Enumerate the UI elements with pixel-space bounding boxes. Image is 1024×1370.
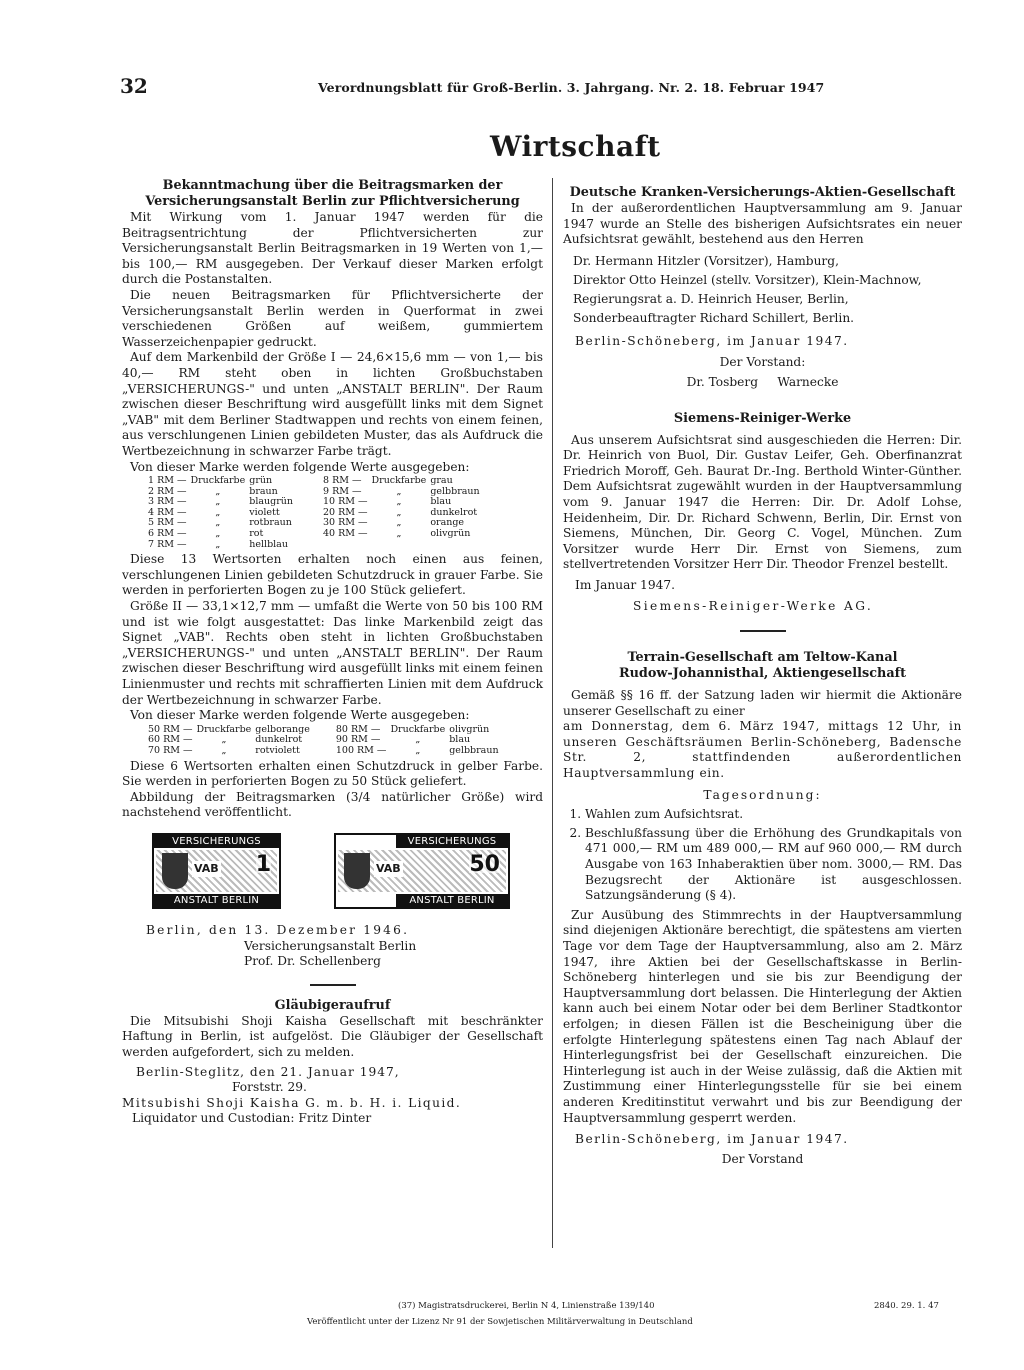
list-item: Sonderbeauftragter Richard Schillert, Berlin.	[573, 310, 855, 325]
meeting-date: am Donnerstag, dem 6. März 1947, mittags 12 Uhr, in unseren Geschäftsräumen Berlin-Schöneberg, Badensche Str. 2, stattfindenden außerordentlichen Hauptversammlung ein.	[563, 719, 962, 781]
stamp-size-2	[334, 833, 510, 909]
list-item: Direktor Otto Heinzel (stellv. Vorsitzer), Klein-Machnow,	[573, 272, 922, 287]
list-item: Regierungsrat a. D. Heinrich Heuser, Berlin,	[573, 291, 849, 306]
table-row: 1 RM — Druckfarbe grün 8 RM — Druckfarbe grau	[148, 475, 453, 487]
stamp-illustrations	[122, 833, 543, 923]
table-row: 7 RM — „ hellblau	[148, 538, 288, 550]
license-line: Veröffentlicht unter der Lizenz Nr 91 der Sowjetischen Militärverwaltung in Deutschland	[307, 1317, 693, 1327]
paragraph: Aus unserem Aufsichtsrat sind ausgeschieden die Herren: Dir. Dr. Heinrich von Buol, Dir. Gustav Leifer, Geh. Oberfinanzrat Friedrich Moroff, Geh. Baurat Dr.-Ing. Berthold Winter-Günther. Dem Aufsichtsrat zugewählt wurden in der Hauptversammlung vom 9. Januar 1947 die Herren: Dir. Dr. Adolf Lohse, Heidenheim, Dir. Dr. Richard Schwenn, Berlin, Dir. Ernst von Siemens, München, Dir. Georg C. Vogel, München. Zum Vorsitzer wurde Herr Dir. Ernst von Siemens, zum stellvertretenden Vorsitzer Herr Dir. Theodor Frenzel bestellt.	[563, 432, 962, 572]
values-table-size1	[148, 476, 484, 550]
section-title: Wirtschaft	[490, 130, 661, 163]
beitrag-notice	[122, 178, 543, 970]
stamp-bottom-text: ANSTALT BERLIN	[154, 894, 279, 907]
paragraph: Auf dem Markenbild der Größe I — 24,6×15,6 mm — von 1,— bis 40,— RM steht oben in lichten Großbuchstaben „VERSICHERUNGS-" und unten „ANSTALT BERLIN". Der Raum zwischen dieser Beschriftung wird ausgefüllt links mit dem Signet „VAB" mit dem Berliner Stadtwappen und rechts von einem feinen, aus verschlungenen Linien gebildeten Muster, das als Aufdruck die Wertbezeichnung in schwarzer Farbe trägt.	[122, 350, 543, 458]
terrain-heading: Terrain-Gesellschaft am Teltow-Kanal	[627, 650, 898, 666]
terrain-subheading: Rudow-Johannisthal, Aktiengesellschaft	[618, 666, 907, 682]
paragraph: In der außerordentlichen Hauptversammlung am 9. Januar 1947 wurde an Stelle des bisherigen Aufsichtsrates ein neuer Aufsichtsrat gewählt, bestehend aus den Herren	[563, 201, 962, 247]
separator-rule	[740, 630, 786, 632]
right-column	[563, 185, 962, 1167]
liquidator: Liquidator und Custodian: Fritz Dinter	[132, 1111, 372, 1126]
siemens-heading: Siemens-Reiniger-Werke	[673, 410, 852, 426]
table-row: 4 RM — „ violett 20 RM — „ dunkelrot	[148, 506, 478, 518]
left-column	[122, 178, 543, 1127]
place-date: Berlin-Schöneberg, im Januar 1947.	[575, 333, 849, 348]
list-item: 2. Beschlußfassung über die Erhöhung des Grundkapitals von 471 000,— RM um 489 000,— RM auf 960 000,— RM durch Ausgabe von 163 Inhaberaktien über nom. 3000,— RM. Das Bezugsrecht der Aktionäre ist ausgeschlossen. Satzungsänderung (§ 4).	[585, 826, 962, 904]
beitrag-heading: Bekanntmachung über die Beitragsmarken der Versicherungsanstalt Berlin zur Pflichtversicherung	[145, 178, 520, 209]
page-number: 32	[120, 74, 148, 98]
agenda-list	[563, 807, 962, 904]
glaeubiger-notice	[122, 998, 543, 1127]
signature-institution: Versicherungsanstalt Berlin	[244, 938, 417, 953]
print-code: 2840. 29. 1. 47	[874, 1301, 939, 1311]
stamp-value: 50	[469, 851, 500, 877]
board-label: Der Vorstand	[721, 1151, 804, 1166]
member-list	[573, 252, 962, 328]
stamp-top-text: VERSICHERUNGS	[154, 835, 279, 848]
column-divider	[552, 178, 553, 1248]
place-date: Berlin-Steglitz, den 21. Januar 1947,	[136, 1064, 400, 1079]
table-row: 6 RM — „ rot 40 RM — „ olivgrün	[148, 528, 471, 540]
stamp-value: 1	[255, 851, 271, 877]
stamp-signet: VAB	[194, 861, 219, 875]
company-name: Mitsubishi Shoji Kaisha G. m. b. H. i. Liquid.	[122, 1095, 462, 1110]
company-name: Siemens-Reiniger-Werke AG.	[633, 598, 874, 613]
list-item: Dr. Hermann Hitzler (Vorsitzer), Hamburg,	[573, 253, 839, 268]
paragraph: Diese 13 Wertsorten erhalten noch einen aus feinen, verschlungenen Linien gebildeten Schutzdruck in grauer Farbe. Sie werden in perforierten Bogen zu je 100 Stück geliefert.	[122, 552, 543, 598]
header-title: Verordnungsblatt für Groß-Berlin. 3. Jahrgang. Nr. 2. 18. Februar 1947	[318, 80, 825, 95]
stamp-bottom-text: ANSTALT BERLIN	[396, 894, 508, 907]
stamp-size-1	[152, 833, 281, 909]
berlin-bear-shield-icon	[344, 853, 370, 889]
values-table-size2	[148, 725, 503, 757]
paragraph: Von dieser Marke werden folgende Werte ausgegeben:	[130, 459, 470, 474]
table-row: 50 RM — Druckfarbe gelborange 80 RM — Druckfarbe olivgrün	[148, 723, 490, 735]
glaeubiger-heading: Gläubigeraufruf	[274, 997, 391, 1013]
date: Im Januar 1947.	[575, 577, 675, 592]
paragraph: Abbildung der Beitragsmarken (3/4 natürlicher Größe) wird nachstehend veröffentlicht.	[122, 789, 543, 820]
terrain-notice	[563, 650, 962, 1167]
signature-name: Prof. Dr. Schellenberg	[244, 954, 381, 969]
paragraph: Von dieser Marke werden folgende Werte ausgegeben:	[130, 708, 470, 723]
paragraph: Diese 6 Wertsorten erhalten einen Schutzdruck in gelber Farbe. Sie werden in perforierten Bogen zu 50 Stück geliefert.	[122, 758, 543, 789]
paragraph: Mit Wirkung vom 1. Januar 1947 werden für die Beitragsentrichtung der Pflichtversicherten zur Versicherungsanstalt Berlin Beitragsmarken in 19 Werten von 1,— bis 100,— RM ausgegeben. Der Verkauf dieser Marken erfolgt durch die Postanstalten.	[122, 210, 543, 287]
paragraph: Größe II — 33,1×12,7 mm — umfaßt die Werte von 50 bis 100 RM und ist wie folgt ausgestattet: Das linke Markenbild zeigt das Signet „VAB". Rechts oben steht in lichten Großbuchstaben „VERSICHERUNGS-" und unten „ANSTALT BERLIN". Der Raum zwischen dieser Beschriftung wird ausgefüllt links mit einem feinen Linienmuster und rechts mit schraffierten Linien mit dem Aufdruck der Wertbezeichnung in schwarzer Farbe.	[122, 599, 543, 707]
paragraph: Die neuen Beitragsmarken für Pflichtversicherte der Versicherungsanstalt Berlin werden in Querformat in zwei verschiedenen Größen auf weißem, gummiertem Wasserzeichenpapier gedruckt.	[122, 287, 543, 349]
board-names: Dr. Tosberg Warnecke	[686, 374, 839, 389]
siemens-notice	[563, 411, 962, 615]
dkv-notice	[563, 185, 962, 391]
table-row: 3 RM — „ blaugrün 10 RM — „ blau	[148, 496, 452, 508]
paragraph: Zur Ausübung des Stimmrechts in der Hauptversammlung sind diejenigen Aktionäre berechtigt, die spätestens am vierten Tage vor dem Tage der Hauptversammlung, also am 2. März 1947, ihre Aktien bei der Gesellschaftskasse in Berlin-Schöneberg hinterlegen und sie bis zur Beendigung der Hauptversammlung dort belassen. Die Hinterlegung der Aktien kann auch bei einem Notar oder bei dem Berliner Stadtkontor erfolgen; in diesen Fällen ist die Bescheinigung über die erfolgte Hinterlegung spätestens einen Tag nach Ablauf der Hinterlegungsfrist bei der Gesellschaft einzureichen. Die Hinterlegung ist auch in der Weise zulässig, daß die Aktien mit Zustimmung einer Hinterlegungsstelle für sie bei einem anderen Kreditinstitut verwahrt und bis zur Beendigung der Hauptversammlung gesperrt werden.	[563, 907, 962, 1125]
agenda-title: Tagesordnung:	[703, 787, 822, 802]
berlin-bear-shield-icon	[162, 853, 188, 889]
stamp-top-text: VERSICHERUNGS	[396, 835, 508, 848]
separator-rule	[310, 984, 356, 986]
table-row: 2 RM — „ braun 9 RM — „ gelbbraun	[148, 485, 480, 497]
printer-line: (37) Magistratsdruckerei, Berlin N 4, Linienstraße 139/140	[398, 1301, 655, 1311]
dkv-heading: Deutsche Kranken-Versicherungs-Aktien-Gesellschaft	[569, 185, 956, 200]
address: Forststr. 29.	[232, 1080, 307, 1095]
paragraph: Die Mitsubishi Shoji Kaisha Gesellschaft mit beschränkter Haftung in Berlin, ist aufgelöst. Die Gläubiger der Gesellschaft werden aufgefordert, sich zu melden.	[122, 1013, 543, 1059]
place-date: Berlin-Schöneberg, im Januar 1947.	[575, 1132, 849, 1147]
stamp-signet: VAB	[376, 861, 401, 875]
place-date: Berlin, den 13. Dezember 1946.	[146, 922, 410, 937]
list-item: 1. Wahlen zum Aufsichtsrat.	[585, 807, 962, 823]
paragraph: Gemäß §§ 16 ff. der Satzung laden wir hiermit die Aktionäre unserer Gesellschaft zu einer	[563, 688, 962, 718]
table-row: 5 RM — „ rotbraun 30 RM — „ orange	[148, 517, 465, 529]
table-row: 60 RM — „ dunkelrot 90 RM — „ blau	[148, 734, 471, 746]
board-label: Der Vorstand:	[719, 355, 806, 370]
table-row: 70 RM — „ rotviolett 100 RM — „ gelbbraun	[148, 744, 499, 756]
